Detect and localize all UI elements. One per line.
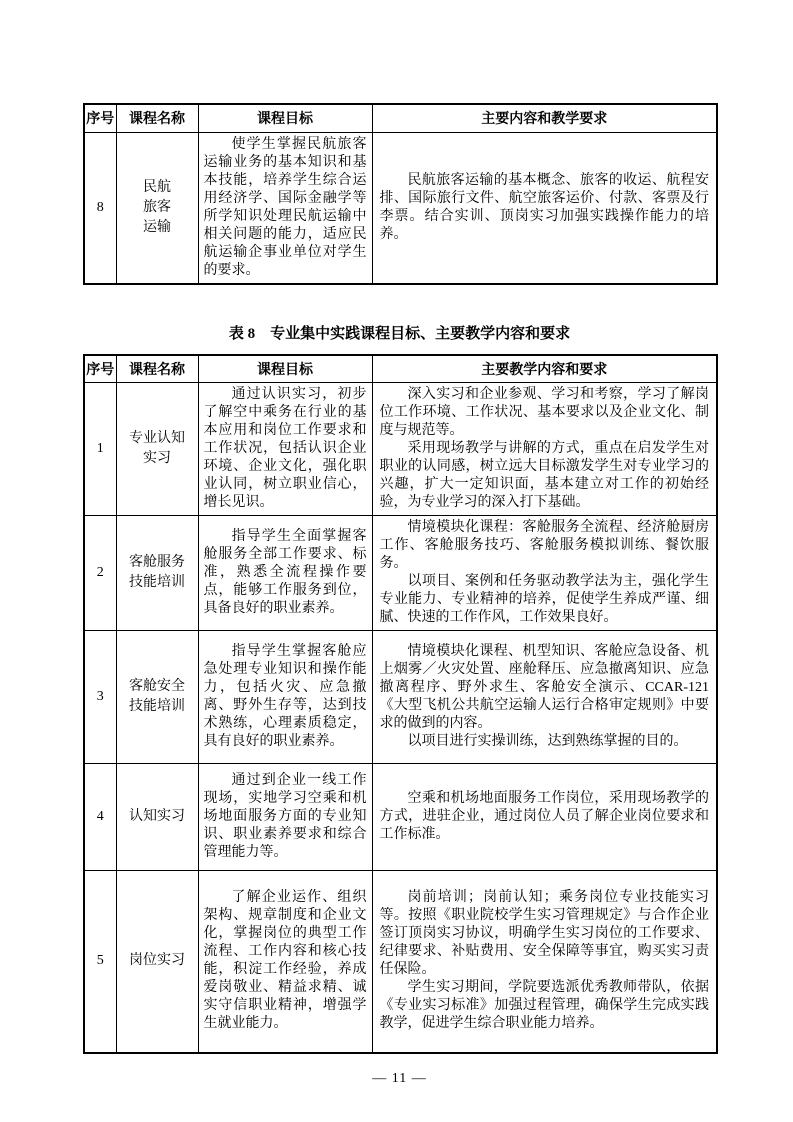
header-course-goal: 课程目标 [198,355,372,383]
row-seq-no: 5 [84,871,116,1053]
row-seq-no: 4 [84,764,116,871]
table-row [84,871,717,1053]
course-content: 深入实习和企业参观、学习和考察，学习了解岗位工作环境、工作状况、基本要求以及企业文化、制度与规范等。 采用现场教学与讲解的方式，重点在启发学生对职业的认同感，树立远大目标激发学生对专业学习的兴趣，扩大一定知识面，基本建立对工作的初始经验，为专业学习的深入打下基础。 [372,383,717,516]
header-course-goal: 课程目标 [198,104,372,132]
course-goal: 了解企业运作、组织架构、规章制度和企业文化，掌握岗位的典型工作流程、工作内容和核心技能，积淀工作经验，养成爱岗敬业、精益求精、诚实守信职业精神，增强学生就业能力。 [198,871,372,1053]
table-row [84,383,717,516]
course-content: 民航旅客运输的基本概念、旅客的收运、航程安排、国际旅行文件、航空旅客运价、付款、客票及行李票。结合实训、顶岗实习加强实践操作能力的培养。 [372,132,717,284]
row-seq-no: 8 [84,132,116,284]
table-row [84,516,717,631]
course-name: 客舱服务 技能培训 [116,516,198,631]
course-goal: 使学生掌握民航旅客运输业务的基本知识和基本技能，培养学生综合运用经济学、国际金融学等所学知识处理民航运输中相关问题的能力，适应民航运输企事业单位对学生的要求。 [198,132,372,284]
course-goal: 通过认识实习，初步了解空中乘务在行业的基本应用和岗位工作要求和工作状况，包括认识企业环境、企业文化，强化职业认同，树立职业信心，增长见识。 [198,383,372,516]
course-name: 认知实习 [116,764,198,871]
row-seq-no: 2 [84,516,116,631]
header-course-name: 课程名称 [116,355,198,383]
header-seq-no: 序号 [84,355,116,383]
course-goal: 指导学生掌握客舱应急处理专业知识和操作能力，包括火灾、应急撤离、野外生存等，达到技术熟练，心理素质稳定，具有良好的职业素养。 [198,631,372,764]
header-seq-no: 序号 [84,104,116,132]
course-table-continued [83,103,718,285]
table-header-row [84,355,717,383]
header-main-content: 主要内容和教学要求 [372,104,717,132]
header-main-teaching: 主要教学内容和要求 [372,355,717,383]
row-seq-no: 1 [84,383,116,516]
course-goal: 通过到企业一线工作现场，实地学习空乘和机场地面服务方面的专业知识、职业素养要求和综合管理能力等。 [198,764,372,871]
document-page [83,103,716,1087]
course-name: 岗位实习 [116,871,198,1053]
table-body [84,132,717,284]
course-content: 情境模块化课程：客舱服务全流程、经济舱厨房工作、客舱服务技巧、客舱服务模拟训练、餐饮服务。 以项目、案例和任务驱动教学法为主，强化学生专业能力、专业精神的培养，促使学生养成严谨、细腻、快速的工作作风，工作效果良好。 [372,516,717,631]
course-content: 空乘和机场地面服务工作岗位，采用现场教学的方式，进驻企业，通过岗位人员了解企业岗位要求和工作标准。 [372,764,717,871]
table-row [84,764,717,871]
table8-title: 表 8 专业集中实践课程目标、主要教学内容和要求 [228,325,571,342]
header-course-name: 课程名称 [116,104,198,132]
course-goal: 指导学生全面掌握客舱服务全部工作要求、标准，熟悉全流程操作要点，能够工作服务到位，具备良好的职业素养。 [198,516,372,631]
table-header-row [84,104,717,132]
table-row [84,631,717,764]
page-number: — 11 — [372,1070,427,1086]
course-name: 客舱安全 技能培训 [116,631,198,764]
table-row [84,132,717,284]
course-name: 专业认知 实习 [116,383,198,516]
table-body [84,383,717,1053]
practice-course-table [83,354,718,1054]
course-name: 民航 旅客 运输 [116,132,198,284]
row-seq-no: 3 [84,631,116,764]
course-content: 情境模块化课程、机型知识、客舱应急设备、机上烟雾／火灾处置、座舱释压、应急撤离知识、应急撤离程序、野外求生、客舱安全演示、CCAR-121《大型飞机公共航空运输人运行合格审定规则》中要求的做到的内容。 以项目进行实操训练，达到熟练掌握的目的。 [372,631,717,764]
course-content: 岗前培训；岗前认知；乘务岗位专业技能实习等。按照《职业院校学生实习管理规定》与合作企业签订顶岗实习协议，明确学生实习岗位的工作要求、纪律要求、补贴费用、安全保障等事宜，购买实习责任保险。 学生实习期间，学院要选派优秀教师带队，依据《专业实习标准》加强过程管理，确保学生完成实践教学，促进学生综合职业能力培养。 [372,871,717,1053]
